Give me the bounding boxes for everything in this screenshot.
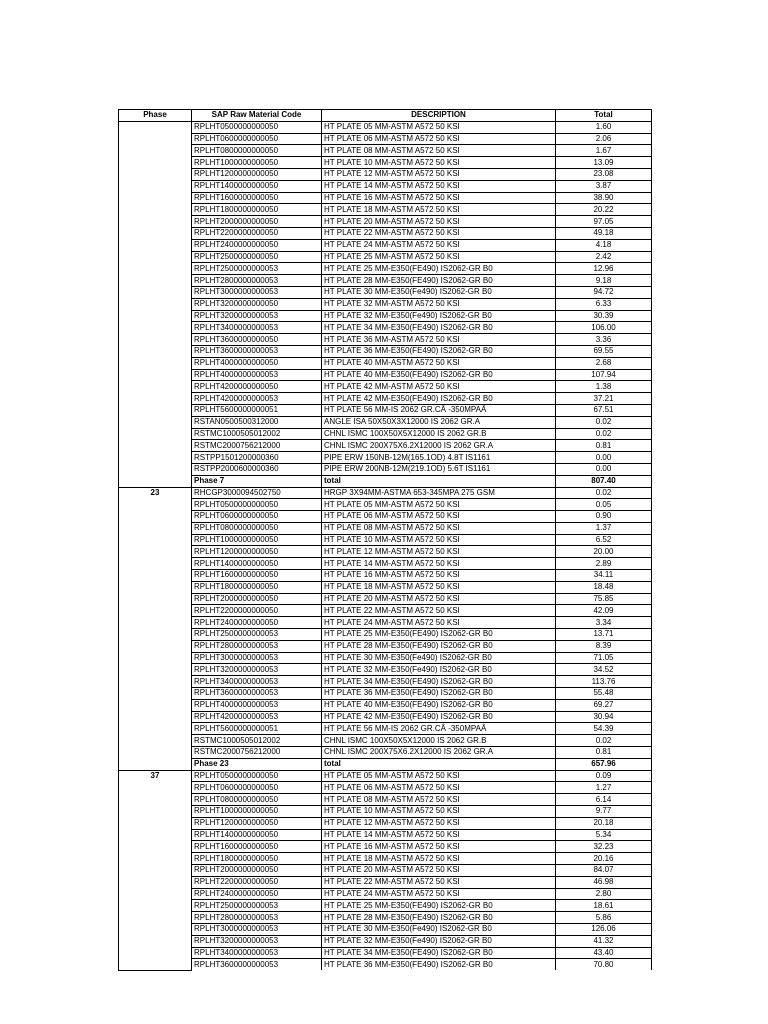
total-cell: 20.00 <box>556 546 652 558</box>
description-cell: HT PLATE 28 MM-E350(FE490) IS2062-GR B0 <box>322 640 556 652</box>
total-cell: 71.05 <box>556 652 652 664</box>
material-code-cell: RSTMC2000756212000 <box>192 747 322 759</box>
table-row <box>119 416 652 428</box>
table-row <box>119 570 652 582</box>
description-cell: HT PLATE 22 MM-ASTM A572 50 KSI <box>322 876 556 888</box>
total-cell: 41.32 <box>556 935 652 947</box>
total-cell: 67.51 <box>556 404 652 416</box>
material-code-cell: RPLHT3000000000053 <box>192 286 322 298</box>
table-row <box>119 393 652 405</box>
table-row <box>119 959 652 970</box>
description-cell: HT PLATE 18 MM-ASTM A572 50 KSI <box>322 581 556 593</box>
material-code-cell: RPLHT0600000000050 <box>192 511 322 523</box>
total-cell: 1.67 <box>556 145 652 157</box>
material-code-cell: RPLHT3600000000053 <box>192 688 322 700</box>
material-code-cell: RPLHT0600000000050 <box>192 133 322 145</box>
table-row <box>119 617 652 629</box>
table-row <box>119 558 652 570</box>
description-cell: HT PLATE 42 MM-E350(FE490) IS2062-GR B0 <box>322 711 556 723</box>
total-cell: 23.08 <box>556 168 652 180</box>
table-row <box>119 664 652 676</box>
header-row <box>119 110 652 122</box>
description-cell: HT PLATE 06 MM-ASTM A572 50 KSI <box>322 511 556 523</box>
material-code-cell: RPLHT2800000000053 <box>192 275 322 287</box>
table-row <box>119 546 652 558</box>
table-row <box>119 263 652 275</box>
material-code-cell: RPLHT3200000000050 <box>192 298 322 310</box>
material-code-cell: RPLHT2400000000050 <box>192 888 322 900</box>
description-cell: HT PLATE 14 MM-ASTM A572 50 KSI <box>322 829 556 841</box>
total-cell: 0.81 <box>556 440 652 452</box>
total-cell: 6.33 <box>556 298 652 310</box>
material-code-cell: RPLHT0800000000050 <box>192 522 322 534</box>
table-row <box>119 404 652 416</box>
total-cell: 3.87 <box>556 180 652 192</box>
description-cell: HT PLATE 12 MM-ASTM A572 50 KSI <box>322 817 556 829</box>
table-row <box>119 180 652 192</box>
table-row <box>119 322 652 334</box>
phase-cell: 23 <box>119 487 192 770</box>
table-row <box>119 121 652 133</box>
description-cell: HT PLATE 30 MM-E350(Fe490) IS2062-GR B0 <box>322 923 556 935</box>
material-code-cell: RPLHT1200000000050 <box>192 168 322 180</box>
material-code-cell: RPLHT2200000000050 <box>192 227 322 239</box>
table-row <box>119 888 652 900</box>
description-cell: HT PLATE 30 MM-E350(Fe490) IS2062-GR B0 <box>322 286 556 298</box>
total-cell: 0.02 <box>556 487 652 499</box>
material-code-cell: RSTPP1501200000360 <box>192 452 322 464</box>
table-row <box>119 747 652 759</box>
phase-cell <box>119 121 192 487</box>
description-cell: HT PLATE 05 MM-ASTM A572 50 KSI <box>322 770 556 782</box>
description-cell: CHNL ISMC 100X50X5X12000 IS 2062 GR.B <box>322 735 556 747</box>
material-code-cell: RPLHT2000000000050 <box>192 593 322 605</box>
table-row <box>119 251 652 263</box>
material-code-cell: RPLHT2500000000053 <box>192 263 322 275</box>
description-cell: CHNL ISMC 100X50X5X12000 IS 2062 GR.B <box>322 428 556 440</box>
material-code-cell: RPLHT0500000000050 <box>192 770 322 782</box>
total-cell: 18.61 <box>556 900 652 912</box>
description-cell: HT PLATE 25 MM-E350(FE490) IS2062-GR B0 <box>322 263 556 275</box>
description-cell: HT PLATE 24 MM-ASTM A572 50 KSI <box>322 239 556 251</box>
table-row <box>119 806 652 818</box>
description-cell: HT PLATE 08 MM-ASTM A572 50 KSI <box>322 522 556 534</box>
total-cell: 3.36 <box>556 334 652 346</box>
total-cell: 2.06 <box>556 133 652 145</box>
total-cell: 20.16 <box>556 853 652 865</box>
description-cell: PIPE ERW 150NB-12M(165.1OD) 4.8T IS1161 <box>322 452 556 464</box>
material-code-cell: RPLHT3400000000053 <box>192 676 322 688</box>
description-cell: HT PLATE 28 MM-E350(FE490) IS2062-GR B0 <box>322 275 556 287</box>
total-cell: 6.14 <box>556 794 652 806</box>
total-cell: 1.60 <box>556 121 652 133</box>
description-cell: HT PLATE 28 MM-E350(FE490) IS2062-GR B0 <box>322 912 556 924</box>
table-row <box>119 216 652 228</box>
table-row <box>119 357 652 369</box>
total-cell: 106.00 <box>556 322 652 334</box>
material-code-cell: RPLHT1600000000050 <box>192 570 322 582</box>
description-cell: HT PLATE 10 MM-ASTM A572 50 KSI <box>322 806 556 818</box>
total-cell: 34.52 <box>556 664 652 676</box>
material-code-cell: RPLHT2000000000050 <box>192 216 322 228</box>
total-cell: 97.05 <box>556 216 652 228</box>
table-row <box>119 522 652 534</box>
total-cell: 18.48 <box>556 581 652 593</box>
table-row <box>119 735 652 747</box>
table-row <box>119 629 652 641</box>
material-code-cell: RPLHT1800000000050 <box>192 581 322 593</box>
subtotal-value-cell: 657.96 <box>556 758 652 770</box>
table-row <box>119 168 652 180</box>
description-cell: HT PLATE 20 MM-ASTM A572 50 KSI <box>322 865 556 877</box>
total-cell: 43.40 <box>556 947 652 959</box>
material-code-cell: RPLHT0500000000050 <box>192 121 322 133</box>
description-cell: HT PLATE 25 MM-E350(FE490) IS2062-GR B0 <box>322 900 556 912</box>
total-cell: 69.55 <box>556 345 652 357</box>
description-cell: HT PLATE 36 MM-E350(FE490) IS2062-GR B0 <box>322 959 556 970</box>
material-code-cell: RSTMC1000505012002 <box>192 428 322 440</box>
table-row <box>119 381 652 393</box>
header-description: DESCRIPTION <box>322 110 556 122</box>
total-cell: 3.34 <box>556 617 652 629</box>
material-code-cell: RPLHT0500000000050 <box>192 499 322 511</box>
description-cell: HT PLATE 22 MM-ASTM A572 50 KSI <box>322 227 556 239</box>
description-cell: HT PLATE 32 MM-E350(Fe490) IS2062-GR B0 <box>322 310 556 322</box>
description-cell: HT PLATE 16 MM-ASTM A572 50 KSI <box>322 192 556 204</box>
description-cell: HT PLATE 36 MM-E350(FE490) IS2062-GR B0 <box>322 688 556 700</box>
total-cell: 13.71 <box>556 629 652 641</box>
total-cell: 75.85 <box>556 593 652 605</box>
description-cell: HT PLATE 42 MM-E350(FE490) IS2062-GR B0 <box>322 393 556 405</box>
subtotal-row <box>119 475 652 487</box>
description-cell: HT PLATE 42 MM-ASTM A572 50 KSI <box>322 381 556 393</box>
table-row <box>119 841 652 853</box>
description-cell: HT PLATE 25 MM-ASTM A572 50 KSI <box>322 251 556 263</box>
material-code-cell: RPLHT5600000000051 <box>192 723 322 735</box>
material-code-cell: RPLHT1000000000050 <box>192 806 322 818</box>
description-cell: HT PLATE 20 MM-ASTM A572 50 KSI <box>322 216 556 228</box>
table-row <box>119 298 652 310</box>
total-cell: 2.42 <box>556 251 652 263</box>
description-cell: HT PLATE 14 MM-ASTM A572 50 KSI <box>322 558 556 570</box>
table-row <box>119 310 652 322</box>
description-cell: HT PLATE 32 MM-ASTM A572 50 KSI <box>322 298 556 310</box>
material-code-cell: RPLHT4000000000053 <box>192 369 322 381</box>
description-cell: HT PLATE 24 MM-ASTM A572 50 KSI <box>322 617 556 629</box>
phase-cell: 37 <box>119 770 192 970</box>
description-cell: HT PLATE 40 MM-ASTM A572 50 KSI <box>322 357 556 369</box>
material-code-cell: RSTPP2000600000360 <box>192 463 322 475</box>
description-cell: HT PLATE 34 MM-E350(FE490) IS2062-GR B0 <box>322 676 556 688</box>
material-code-cell: RPLHT4200000000050 <box>192 381 322 393</box>
description-cell: HT PLATE 05 MM-ASTM A572 50 KSI <box>322 121 556 133</box>
table-row <box>119 770 652 782</box>
total-cell: 13.09 <box>556 157 652 169</box>
material-code-cell: RPLHT3200000000053 <box>192 935 322 947</box>
total-cell: 6.52 <box>556 534 652 546</box>
subtotal-total-label-cell: total <box>322 758 556 770</box>
total-cell: 94.72 <box>556 286 652 298</box>
total-cell: 5.34 <box>556 829 652 841</box>
total-cell: 32.23 <box>556 841 652 853</box>
material-code-cell: RPLHT2500000000053 <box>192 629 322 641</box>
total-cell: 0.00 <box>556 463 652 475</box>
table-row <box>119 499 652 511</box>
table-row <box>119 853 652 865</box>
table-row <box>119 676 652 688</box>
material-code-cell: RPLHT1000000000050 <box>192 157 322 169</box>
subtotal-total-label-cell: total <box>322 475 556 487</box>
material-code-cell: RSTMC1000505012002 <box>192 735 322 747</box>
description-cell: HT PLATE 36 MM-E350(FE490) IS2062-GR B0 <box>322 345 556 357</box>
table-row <box>119 463 652 475</box>
description-cell: HT PLATE 36 MM-ASTM A572 50 KSI <box>322 334 556 346</box>
material-code-cell: RPLHT1400000000050 <box>192 180 322 192</box>
total-cell: 9.18 <box>556 275 652 287</box>
table-row <box>119 581 652 593</box>
description-cell: HT PLATE 06 MM-ASTM A572 50 KSI <box>322 133 556 145</box>
description-cell: HT PLATE 16 MM-ASTM A572 50 KSI <box>322 570 556 582</box>
table-row <box>119 640 652 652</box>
description-cell: HT PLATE 08 MM-ASTM A572 50 KSI <box>322 794 556 806</box>
total-cell: 30.94 <box>556 711 652 723</box>
table-row <box>119 452 652 464</box>
total-cell: 70.80 <box>556 959 652 970</box>
material-code-cell: RPLHT1800000000050 <box>192 853 322 865</box>
subtotal-value-cell: 807.40 <box>556 475 652 487</box>
material-code-cell: RPLHT4000000000050 <box>192 357 322 369</box>
description-cell: HT PLATE 08 MM-ASTM A572 50 KSI <box>322 145 556 157</box>
description-cell: HT PLATE 12 MM-ASTM A572 50 KSI <box>322 546 556 558</box>
description-cell: HT PLATE 34 MM-E350(FE490) IS2062-GR B0 <box>322 322 556 334</box>
total-cell: 0.90 <box>556 511 652 523</box>
table-row <box>119 275 652 287</box>
header-phase: Phase <box>119 110 192 122</box>
description-cell: HT PLATE 20 MM-ASTM A572 50 KSI <box>322 593 556 605</box>
total-cell: 126.06 <box>556 923 652 935</box>
description-cell: HT PLATE 22 MM-ASTM A572 50 KSI <box>322 605 556 617</box>
material-code-cell: RPLHT3600000000053 <box>192 959 322 970</box>
header-total: Total <box>556 110 652 122</box>
table-row <box>119 428 652 440</box>
material-code-cell: RPLHT2000000000050 <box>192 865 322 877</box>
description-cell: HT PLATE 10 MM-ASTM A572 50 KSI <box>322 157 556 169</box>
total-cell: 46.98 <box>556 876 652 888</box>
total-cell: 5.86 <box>556 912 652 924</box>
total-cell: 2.89 <box>556 558 652 570</box>
material-code-cell: RPLHT1000000000050 <box>192 534 322 546</box>
table-row <box>119 652 652 664</box>
total-cell: 0.09 <box>556 770 652 782</box>
table-row <box>119 900 652 912</box>
material-code-cell: RPLHT4000000000053 <box>192 699 322 711</box>
material-code-cell: RPLHT1200000000050 <box>192 546 322 558</box>
material-code-cell: RPLHT3200000000053 <box>192 664 322 676</box>
material-code-cell: RPLHT0600000000050 <box>192 782 322 794</box>
total-cell: 113.76 <box>556 676 652 688</box>
table-row <box>119 534 652 546</box>
table-row <box>119 699 652 711</box>
material-code-cell: RPLHT2500000000053 <box>192 900 322 912</box>
material-code-cell: RPLHT0800000000050 <box>192 794 322 806</box>
material-table <box>118 109 652 971</box>
material-code-cell: RPLHT3400000000053 <box>192 947 322 959</box>
material-code-cell: RPLHT3000000000053 <box>192 652 322 664</box>
material-table-sheet <box>118 109 651 971</box>
material-code-cell: RPLHT3600000000053 <box>192 345 322 357</box>
description-cell: HT PLATE 06 MM-ASTM A572 50 KSI <box>322 782 556 794</box>
description-cell: HT PLATE 05 MM-ASTM A572 50 KSI <box>322 499 556 511</box>
description-cell: HRGP 3X94MM-ASTMA 653-345MPA 275 GSM <box>322 487 556 499</box>
total-cell: 4.18 <box>556 239 652 251</box>
table-row <box>119 817 652 829</box>
material-code-cell: RPLHT2400000000050 <box>192 617 322 629</box>
material-code-cell: RPLHT2200000000050 <box>192 605 322 617</box>
table-row <box>119 487 652 499</box>
total-cell: 0.00 <box>556 452 652 464</box>
total-cell: 107.94 <box>556 369 652 381</box>
description-cell: HT PLATE 56 MM-IS 2062 GR.CÂ -350MPAÂ <box>322 723 556 735</box>
description-cell: CHNL ISMC 200X75X6.2X12000 IS 2062 GR.A <box>322 747 556 759</box>
table-row <box>119 829 652 841</box>
material-code-cell: RPLHT2800000000053 <box>192 640 322 652</box>
table-row <box>119 157 652 169</box>
table-row <box>119 192 652 204</box>
table-row <box>119 239 652 251</box>
total-cell: 38.90 <box>556 192 652 204</box>
table-row <box>119 145 652 157</box>
subtotal-label-cell: Phase 23 <box>192 758 322 770</box>
total-cell: 49.18 <box>556 227 652 239</box>
table-row <box>119 511 652 523</box>
material-code-cell: RPLHT3200000000053 <box>192 310 322 322</box>
total-cell: 12.96 <box>556 263 652 275</box>
description-cell: HT PLATE 32 MM-E350(Fe490) IS2062-GR B0 <box>322 664 556 676</box>
total-cell: 1.37 <box>556 522 652 534</box>
table-row <box>119 711 652 723</box>
description-cell: HT PLATE 56 MM-IS 2062 GR.CÂ -350MPAÂ <box>322 404 556 416</box>
table-row <box>119 605 652 617</box>
table-row <box>119 865 652 877</box>
total-cell: 8.39 <box>556 640 652 652</box>
description-cell: HT PLATE 12 MM-ASTM A572 50 KSI <box>322 168 556 180</box>
total-cell: 2.80 <box>556 888 652 900</box>
table-row <box>119 593 652 605</box>
material-code-cell: RPLHT2800000000053 <box>192 912 322 924</box>
material-code-cell: RPLHT2500000000050 <box>192 251 322 263</box>
table-row <box>119 912 652 924</box>
description-cell: HT PLATE 32 MM-E350(Fe490) IS2062-GR B0 <box>322 935 556 947</box>
table-body <box>119 121 652 970</box>
total-cell: 69.27 <box>556 699 652 711</box>
total-cell: 84.07 <box>556 865 652 877</box>
material-code-cell: RPLHT3600000000050 <box>192 334 322 346</box>
description-cell: HT PLATE 24 MM-ASTM A572 50 KSI <box>322 888 556 900</box>
total-cell: 0.02 <box>556 735 652 747</box>
table-row <box>119 794 652 806</box>
description-cell: HT PLATE 10 MM-ASTM A572 50 KSI <box>322 534 556 546</box>
material-code-cell: RPLHT1400000000050 <box>192 558 322 570</box>
table-row <box>119 440 652 452</box>
table-row <box>119 947 652 959</box>
material-code-cell: RPLHT1600000000050 <box>192 841 322 853</box>
total-cell: 0.81 <box>556 747 652 759</box>
total-cell: 37.21 <box>556 393 652 405</box>
total-cell: 54.39 <box>556 723 652 735</box>
total-cell: 55.48 <box>556 688 652 700</box>
material-code-cell: RPLHT3400000000053 <box>192 322 322 334</box>
material-code-cell: RPLHT1400000000050 <box>192 829 322 841</box>
total-cell: 1.38 <box>556 381 652 393</box>
total-cell: 30.39 <box>556 310 652 322</box>
description-cell: HT PLATE 18 MM-ASTM A572 50 KSI <box>322 853 556 865</box>
description-cell: HT PLATE 34 MM-E350(FE490) IS2062-GR B0 <box>322 947 556 959</box>
description-cell: HT PLATE 16 MM-ASTM A572 50 KSI <box>322 841 556 853</box>
table-row <box>119 133 652 145</box>
table-row <box>119 286 652 298</box>
material-code-cell: RSTMC2000756212000 <box>192 440 322 452</box>
material-code-cell: RHCGP3000094502750 <box>192 487 322 499</box>
table-row <box>119 723 652 735</box>
total-cell: 9.77 <box>556 806 652 818</box>
table-row <box>119 369 652 381</box>
table-row <box>119 334 652 346</box>
description-cell: HT PLATE 40 MM-E350(FE490) IS2062-GR B0 <box>322 369 556 381</box>
total-cell: 0.02 <box>556 416 652 428</box>
material-code-cell: RPLHT0800000000050 <box>192 145 322 157</box>
description-cell: HT PLATE 18 MM-ASTM A572 50 KSI <box>322 204 556 216</box>
subtotal-row <box>119 758 652 770</box>
material-code-cell: RPLHT1600000000050 <box>192 192 322 204</box>
table-row <box>119 876 652 888</box>
total-cell: 0.02 <box>556 428 652 440</box>
table-row <box>119 688 652 700</box>
table-row <box>119 204 652 216</box>
material-code-cell: RPLHT4200000000053 <box>192 393 322 405</box>
description-cell: HT PLATE 30 MM-E350(Fe490) IS2062-GR B0 <box>322 652 556 664</box>
table-row <box>119 923 652 935</box>
material-code-cell: RPLHT5600000000051 <box>192 404 322 416</box>
header-code: SAP Raw Material Code <box>192 110 322 122</box>
material-code-cell: RPLHT3000000000053 <box>192 923 322 935</box>
table-row <box>119 935 652 947</box>
table-row <box>119 782 652 794</box>
subtotal-label-cell: Phase 7 <box>192 475 322 487</box>
material-code-cell: RPLHT2200000000050 <box>192 876 322 888</box>
total-cell: 42.09 <box>556 605 652 617</box>
total-cell: 20.18 <box>556 817 652 829</box>
description-cell: HT PLATE 25 MM-E350(FE490) IS2062-GR B0 <box>322 629 556 641</box>
material-code-cell: RSTAN0500500312000 <box>192 416 322 428</box>
total-cell: 2.68 <box>556 357 652 369</box>
total-cell: 0.05 <box>556 499 652 511</box>
material-code-cell: RPLHT1800000000050 <box>192 204 322 216</box>
description-cell: HT PLATE 40 MM-E350(FE490) IS2062-GR B0 <box>322 699 556 711</box>
material-code-cell: RPLHT4200000000053 <box>192 711 322 723</box>
description-cell: ANGLE ISA 50X50X3X12000 IS 2062 GR.A <box>322 416 556 428</box>
material-code-cell: RPLHT1200000000050 <box>192 817 322 829</box>
description-cell: PIPE ERW 200NB-12M(219.1OD) 5.6T IS1161 <box>322 463 556 475</box>
table-row <box>119 227 652 239</box>
total-cell: 20.22 <box>556 204 652 216</box>
total-cell: 1.27 <box>556 782 652 794</box>
description-cell: HT PLATE 14 MM-ASTM A572 50 KSI <box>322 180 556 192</box>
description-cell: CHNL ISMC 200X75X6.2X12000 IS 2062 GR.A <box>322 440 556 452</box>
material-code-cell: RPLHT2400000000050 <box>192 239 322 251</box>
table-row <box>119 345 652 357</box>
total-cell: 34.11 <box>556 570 652 582</box>
